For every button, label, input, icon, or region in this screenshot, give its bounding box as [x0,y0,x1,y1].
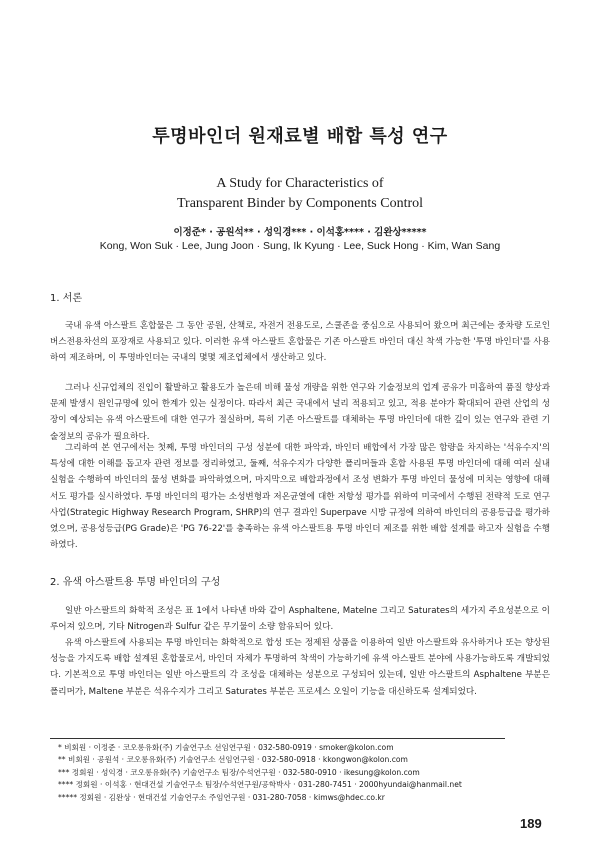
footnote-3: *** 정회원 · 성익경 · 코오롱유화(주) 기술연구소 팀장/수석연구원 · 032-580-0910 · ikesung@kolon.com [58,767,420,777]
title-english-line-1: A Study for Characteristics of [216,176,384,191]
section-1-heading: 1. 서론 [50,293,83,304]
section-2-heading: 2. 유색 아스팔트용 투명 바인더의 구성 [50,577,221,588]
section-1-paragraph-3: 그리하여 본 연구에서는 첫째, 투명 바인더의 구성 성분에 대한 파악과, 바인더 배합에서 가장 많은 함량을 차지하는 '석유수지'의 특성에 대한 이해를 돕고자 관련 정보를 정리하였고, 둘째, 석유수지가 다양한 폴리머들과 혼합 사용된 투명 바인더에 대해 여러 실내 실험을 수행하여 바인더의 물성 변화를 파악하였으며, 마지막으로 배합과정에서 조성 변화가 투명 바인더 물성에 미치는 영향에 대해서도 평가를 실시하였다. 투명 바인더의 평가는 소성변형과 저온균열에 대한 저항성 평가를 위하여 미국에서 수행된 전략적 도로 연구사업(Strategic Highway Research Program, SHRP)의 연구 결과인 Superpave 시방 규정에 의하여 바인더의 공용등급을 평가하였으며, 공용성등급(PG Grade)은 'PG 76-22'를 충족하는 유색 아스팔트용 투명 바인더 제조를 위한 배합 설계를 하고자 실험을 수행하였다. [50,443,550,551]
title-english-line-2: Transparent Binder by Components Control [176,196,424,211]
footnote-5: ***** 정회원 · 김완상 · 현대건설 기술연구소 주임연구원 · 031-280-7058 · kimws@hdec.co.kr [58,792,385,802]
footnote-4: **** 정회원 · 이석홍 · 현대건설 기술연구소 팀장/수석연구원/공학박사 · 031-280-7451 · 2000hyundai@hanmail.net [58,780,462,790]
footnotes [58,742,558,804]
title-english [0,174,600,214]
footnote-divider [50,738,505,739]
section-2-paragraph-2: 유색 아스팔트에 사용되는 투명 바인더는 화학적으로 합성 또는 정제된 상품을 이용하여 일반 아스팔트와 유사하거나 또는 향상된 성능을 가지도록 배합 설계된 혼합물로서, 바인더 자체가 투명하여 착색이 가능하기에 유색 아스팔트 분야에 사용가능하도록 개발되었다. 기본적으로 투명 바인더는 일반 아스팔트의 각 조성을 대체하는 성분으로 구성되어 있는데, 일반 아스팔트의 Asphaltene 부분은 폴리머가, Maltene 부분은 석유수지가 그리고 Saturates 부분은 프로세스 오일이 기능을 대신하도록 설계되었다. [50,638,550,697]
section-2-paragraph-1: 일반 아스팔트의 화학적 조성은 표 1에서 나타낸 바와 같이 Asphaltene, Matelne 그리고 Saturates의 세가지 주요성분으로 이루어져 있으며, 기타 Nitrogen과 Sulfur 같은 무기물이 소량 함유되어 있다. [50,606,550,633]
section-1-paragraph-1: 국내 유색 아스팔트 혼합물은 그 동안 공원, 산책로, 자전거 전용도로, 스쿨존을 중심으로 사용되어 왔으며 최근에는 중차량 도로인 버스전용차선의 포장재로 사용되고 있다. 이러한 유색 아스팔트 혼합물은 기존 아스팔트 바인더 대신 착색 가능한 '투명 바인더'를 사용하여 제조하며, 이 투명바인더는 국내의 몇몇 제조업체에서 생산하고 있다. [50,321,550,364]
title-korean: 투명바인더 원재료별 배합 특성 연구 [152,126,448,147]
authors-english: Kong, Won Suk · Lee, Jung Joon · Sung, Ik Kyung · Lee, Suck Hong · Kim, Wan Sang [99,240,501,252]
authors-korean: 이정준* · 공원석** · 성익경*** · 이석홍**** · 김완상***** [173,227,427,238]
footnote-2: ** 비회원 · 공원석 · 코오롱유화(주) 기술연구소 선임연구원 · 032-580-0918 · kkongwon@kolon.com [58,755,408,765]
page-number: 189 [520,816,542,831]
section-1-paragraph-2: 그러나 신규업체의 진입이 활발하고 활용도가 높은데 비해 물성 개량을 위한 연구와 기술정보의 업계 공유가 미흡하여 품질 향상과 문제 발생시 원인규명에 있어 한계가 있는 실정이다. 따라서 최근 국내에서 널리 적용되고 있고, 적용 분야가 확대되어 관련 산업의 성장이 예상되는 유색 아스팔트에 대한 연구가 절실하며, 특히 기존 아스팔트를 대체하는 투명 바인더에 대한 깊이 있는 연구와 관련 기술정보의 공유가 필요하다. [50,383,550,442]
footnote-1: * 비회원 · 이정준 · 코오롱유화(주) 기술연구소 선임연구원 · 032-580-0919 · smoker@kolon.com [58,743,394,752]
